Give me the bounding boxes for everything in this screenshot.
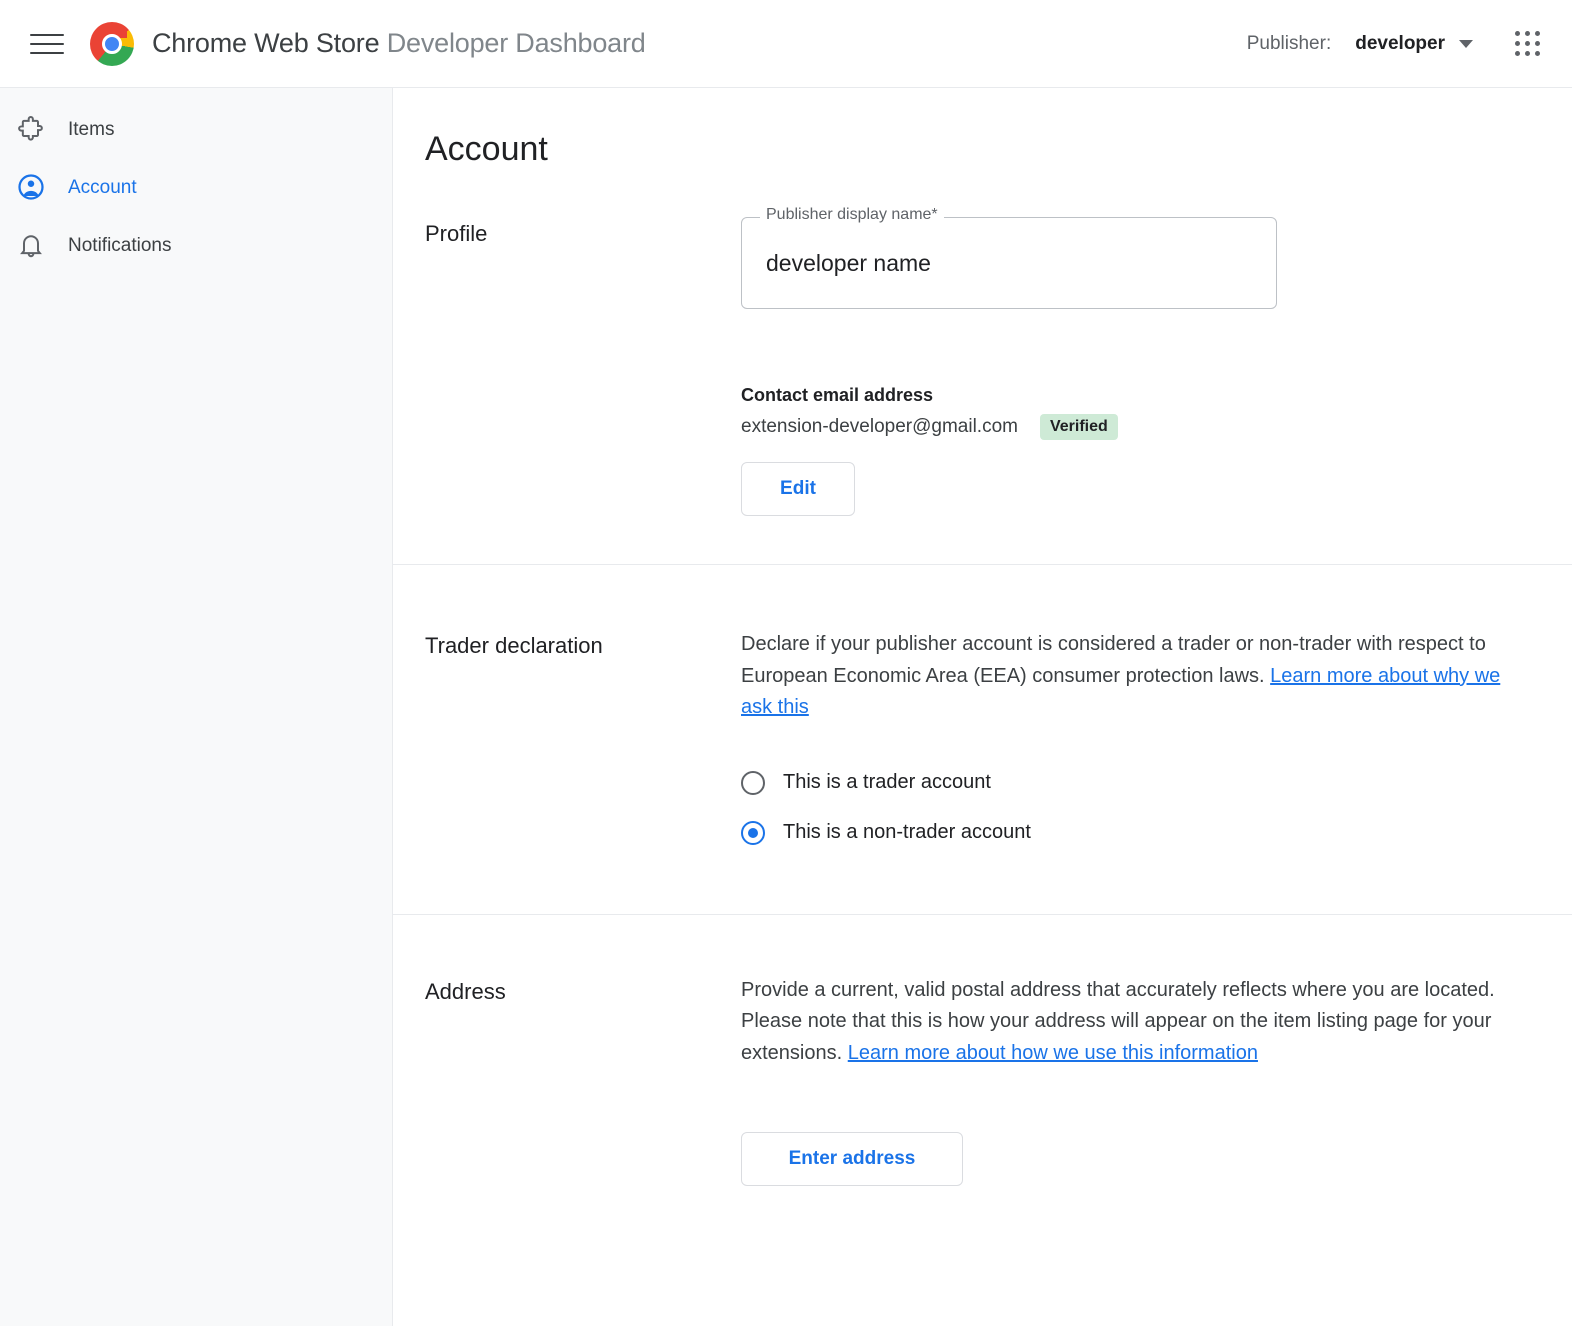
sidebar-item-label: Account <box>68 176 137 198</box>
puzzle-piece-icon <box>14 112 48 146</box>
chrome-logo-icon <box>90 22 134 66</box>
contact-email-title: Contact email address <box>741 385 934 405</box>
radio-option-non-trader[interactable] <box>741 808 1532 858</box>
trader-description <box>741 629 1532 724</box>
apps-grid-icon[interactable] <box>1509 25 1546 62</box>
topbar-right-group <box>1247 25 1546 62</box>
section-profile <box>393 205 1572 565</box>
contact-email-value: extension-developer@gmail.com <box>741 416 1018 437</box>
address-content <box>741 975 1532 1226</box>
page-title: Account <box>425 130 548 168</box>
sidebar-item-label: Items <box>68 118 115 140</box>
sidebar-nav <box>0 88 393 1326</box>
trader-radio-group <box>741 758 1532 858</box>
profile-content <box>741 206 1532 564</box>
contact-email-row <box>741 414 1532 440</box>
radio-icon-unselected[interactable] <box>741 771 765 795</box>
section-label-address: Address <box>425 978 506 1004</box>
trader-description-text: Declare if your publisher account is considered a trader or non-trader with respect to European Economic Area (EEA) consumer protection laws. <box>741 633 1486 687</box>
address-learn-more-link[interactable]: Learn more about how we use this information <box>847 1041 1258 1064</box>
bell-icon <box>14 228 48 262</box>
publisher-display-name-field[interactable] <box>741 206 1277 309</box>
sidebar-item-account[interactable] <box>0 158 392 216</box>
radio-label-trader: This is a trader account <box>783 771 991 794</box>
page-body <box>0 88 1572 1326</box>
hamburger-menu-icon[interactable] <box>30 29 64 59</box>
status-badge-verified: Verified <box>1040 414 1118 440</box>
publisher-selector[interactable] <box>1349 29 1479 59</box>
section-label-trader: Trader declaration <box>425 633 603 658</box>
publisher-display-name-label: Publisher display name* <box>760 207 944 223</box>
section-trader-declaration <box>393 565 1572 915</box>
account-circle-icon <box>14 170 48 204</box>
address-description-text: Provide a current, valid postal address that accurately reflects where you are located. Please note that this is how your address will appear on the item listing page for your extensions. <box>741 978 1495 1064</box>
edit-email-button[interactable]: Edit <box>741 462 855 516</box>
section-address <box>393 915 1572 1226</box>
chevron-down-icon <box>1459 40 1473 48</box>
publisher-name: developer <box>1355 32 1445 54</box>
brand-primary: Chrome Web Store <box>152 28 380 58</box>
publisher-display-name-input[interactable] <box>764 249 1254 278</box>
trader-content <box>741 629 1532 914</box>
radio-option-trader[interactable] <box>741 758 1532 808</box>
address-description <box>741 975 1532 1070</box>
section-label-profile: Profile <box>425 221 488 246</box>
contact-email-group <box>741 385 1532 516</box>
sidebar-item-notifications[interactable] <box>0 216 392 274</box>
brand-secondary: Developer Dashboard <box>386 28 646 58</box>
main-content <box>393 88 1572 1326</box>
radio-label-non-trader: This is a non-trader account <box>783 821 1031 844</box>
radio-icon-selected[interactable] <box>741 821 765 845</box>
top-app-bar <box>0 0 1572 88</box>
sidebar-item-label: Notifications <box>68 234 172 256</box>
app-title <box>152 28 646 59</box>
enter-address-button[interactable]: Enter address <box>741 1132 963 1186</box>
trader-learn-more-link[interactable]: Learn more about why we ask this <box>741 664 1501 719</box>
sidebar-item-items[interactable] <box>0 100 392 158</box>
publisher-label: Publisher: <box>1246 32 1332 54</box>
